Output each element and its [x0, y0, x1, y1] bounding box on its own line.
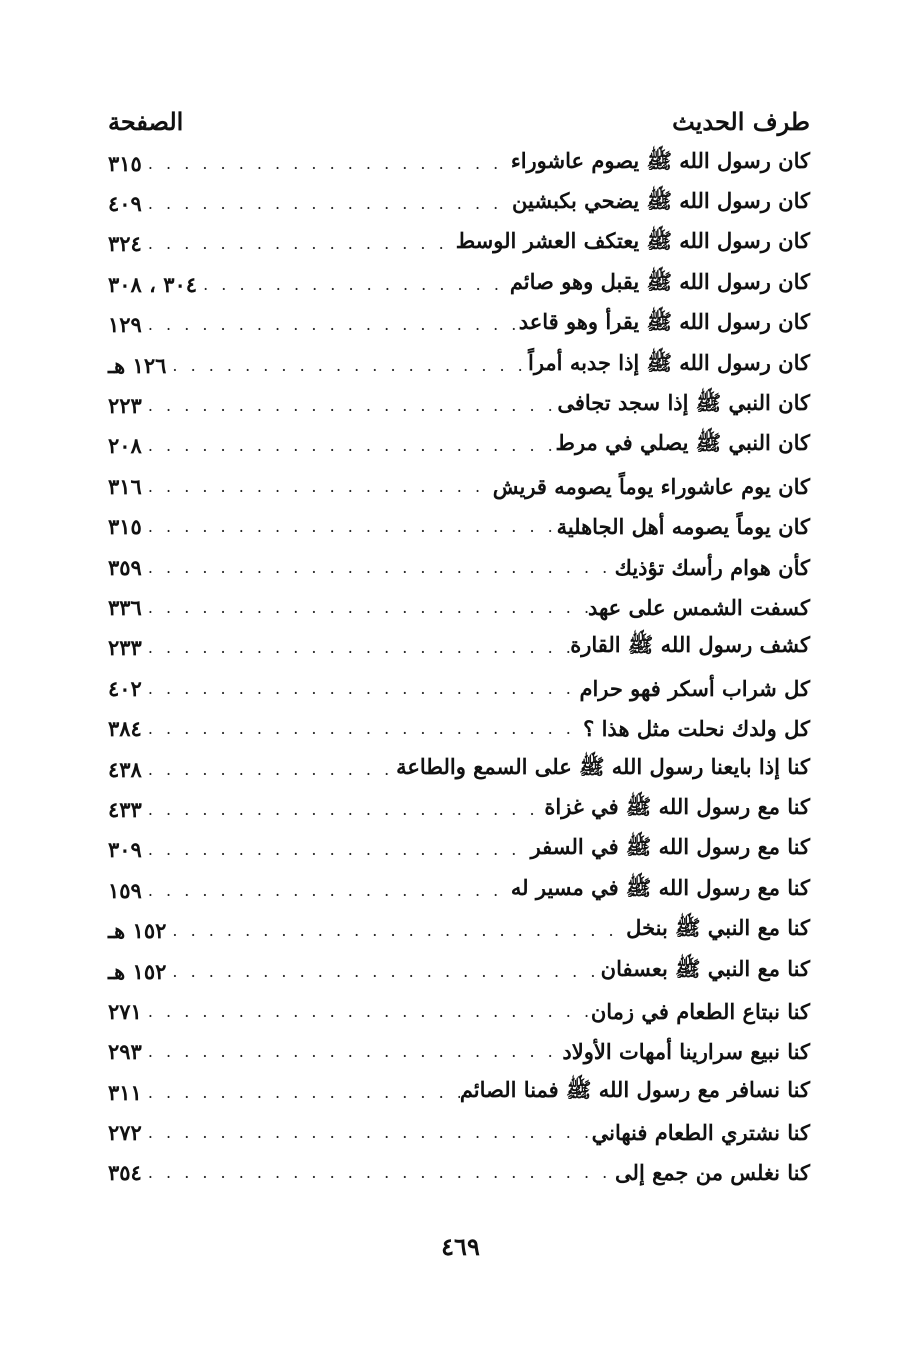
dot-leader	[142, 1123, 592, 1142]
index-entry	[108, 1112, 810, 1152]
index-entry	[108, 264, 810, 304]
hadith-opening-text: كان يوم عاشوراء يوماً يصومه قريش	[492, 473, 810, 499]
dot-leader	[142, 1163, 615, 1182]
dot-leader	[142, 517, 557, 536]
page-reference: ٣٥٤	[108, 1160, 142, 1186]
hadith-opening-text: كأن هوام رأسك تؤذيك	[614, 554, 810, 580]
hadith-opening-text: كنا مع النبي ﷺ بعسفان	[600, 955, 810, 981]
hadith-opening-text: كان النبي ﷺ يصلي في مرط	[555, 430, 810, 456]
hadith-opening-text: كسفت الشمس على عهد	[587, 594, 810, 620]
dot-leader	[142, 638, 570, 657]
page-reference: ٣١١	[108, 1079, 142, 1105]
index-header	[108, 103, 810, 143]
dot-leader	[142, 558, 615, 577]
hadith-opening-text: كان رسول الله ﷺ إذا جدبه أمراً	[528, 349, 810, 375]
index-entry	[108, 1032, 810, 1072]
index-entry	[108, 668, 810, 708]
hadith-opening-text: كشف رسول الله ﷺ القارة	[570, 632, 810, 658]
page-reference: ٣٢٤	[108, 231, 142, 257]
index-entry	[108, 708, 810, 748]
dot-leader	[142, 477, 493, 496]
page-reference: ٣٠٤ ، ٣٠٨	[108, 271, 198, 297]
index-entry	[108, 951, 810, 991]
index-entry	[108, 466, 810, 506]
page-reference: ٣١٥	[108, 514, 142, 540]
dot-leader	[166, 962, 600, 981]
page-number: ٤٦٩	[441, 1232, 480, 1261]
dot-leader	[142, 194, 512, 213]
index-entry	[108, 628, 810, 668]
index-entry	[108, 910, 810, 950]
index-entry	[108, 143, 810, 183]
dot-leader	[142, 154, 511, 173]
index-entry	[108, 1072, 810, 1112]
page-reference: ١٥٢ هـ	[108, 918, 167, 944]
hadith-opening-text: كل ولدك نحلت مثل هذا ؟	[583, 716, 810, 742]
page-reference: ٣١٥	[108, 150, 142, 176]
dot-leader	[142, 719, 583, 738]
page-reference: ١٥٢ هـ	[108, 958, 167, 984]
index-entry	[108, 870, 810, 910]
dot-leader	[142, 881, 511, 900]
hadith-opening-text: كنا مع رسول الله ﷺ في مسير له	[510, 874, 810, 900]
hadith-opening-text: كنا نغلس من جمع إلى	[615, 1160, 810, 1186]
page-reference: ٢٧٢	[108, 1120, 142, 1146]
dot-leader	[142, 598, 588, 617]
page-reference: ٢٢٣	[108, 393, 142, 419]
page-reference: ٢٠٨	[108, 433, 142, 459]
hadith-opening-text: كنا نشتري الطعام فنهاني	[591, 1120, 810, 1146]
index-entry	[108, 749, 810, 789]
page-reference: ٣١٦	[108, 473, 142, 499]
page-reference: ١٢٦ هـ	[108, 352, 167, 378]
index-entry	[108, 305, 810, 345]
dot-leader	[142, 760, 396, 779]
hadith-opening-text: كنا نبتاع الطعام في زمان	[590, 998, 810, 1024]
hadith-opening-text: كان رسول الله ﷺ يصوم عاشوراء	[510, 147, 810, 173]
hadith-opening-text: كان رسول الله ﷺ يقبل وهو صائم	[509, 268, 810, 294]
index-entry	[108, 587, 810, 627]
dot-leader	[142, 436, 556, 455]
page-reference: ٣٥٩	[108, 554, 142, 580]
index-entry	[108, 507, 810, 547]
page-reference: ٤٣٨	[108, 756, 142, 782]
dot-leader	[142, 234, 456, 253]
hadith-opening-text: كان رسول الله ﷺ يقرأ وهو قاعد	[518, 309, 810, 335]
page-reference: ١٢٩	[108, 312, 142, 338]
page-reference: ٣٣٦	[108, 594, 142, 620]
page-reference: ٤٠٩	[108, 191, 142, 217]
page-reference: ١٥٩	[108, 877, 142, 903]
hadith-opening-text: كان رسول الله ﷺ يضحي بكبشين	[512, 188, 810, 214]
dot-leader	[142, 800, 545, 819]
index-entry	[108, 385, 810, 425]
hadith-column-heading: طرف الحديث	[672, 107, 810, 136]
page-reference: ٤٣٣	[108, 796, 142, 822]
hadith-opening-text: كنا مع رسول الله ﷺ في السفر	[530, 834, 810, 860]
dot-leader	[142, 1042, 563, 1061]
hadith-opening-text: كنا مع النبي ﷺ بنخل	[626, 915, 810, 941]
dot-leader	[166, 921, 626, 940]
page-reference: ٣٠٩	[108, 837, 142, 863]
dot-leader	[142, 840, 531, 859]
index-entry	[108, 991, 810, 1031]
hadith-opening-text: كنا إذا بايعنا رسول الله ﷺ على السمع والطاعة	[396, 753, 810, 779]
dot-leader	[142, 396, 557, 415]
index-entry	[108, 224, 810, 264]
dot-leader	[197, 275, 510, 294]
dot-leader	[166, 356, 528, 375]
page-reference: ٢٣٣	[108, 635, 142, 661]
index-entry	[108, 789, 810, 829]
index-entry	[108, 426, 810, 466]
page-reference: ٢٧١	[108, 998, 142, 1024]
hadith-opening-text: كان النبي ﷺ إذا سجد تجافى	[557, 390, 810, 416]
page-reference: ٤٠٢	[108, 675, 142, 701]
index-entry	[108, 830, 810, 870]
page-column-heading: الصفحة	[108, 107, 184, 136]
hadith-opening-text: كنا نسافر مع رسول الله ﷺ فمنا الصائم	[459, 1076, 810, 1102]
hadith-opening-text: كل شراب أسكر فهو حرام	[579, 675, 810, 701]
hadith-index-list	[108, 143, 810, 1193]
page-reference: ٢٩٣	[108, 1039, 142, 1065]
index-entry	[108, 1153, 810, 1193]
dot-leader	[142, 1083, 460, 1102]
hadith-opening-text: كان رسول الله ﷺ يعتكف العشر الوسط	[455, 228, 810, 254]
index-entry	[108, 345, 810, 385]
index-entry	[108, 547, 810, 587]
dot-leader	[142, 315, 519, 334]
hadith-opening-text: كان يوماً يصومه أهل الجاهلية	[556, 514, 810, 540]
index-entry	[108, 183, 810, 223]
hadith-opening-text: كنا مع رسول الله ﷺ في غزاة	[544, 793, 810, 819]
page-reference: ٣٨٤	[108, 716, 142, 742]
dot-leader	[142, 679, 580, 698]
hadith-opening-text: كنا نبيع سرارينا أمهات الأولاد	[562, 1039, 810, 1065]
dot-leader	[142, 1002, 591, 1021]
